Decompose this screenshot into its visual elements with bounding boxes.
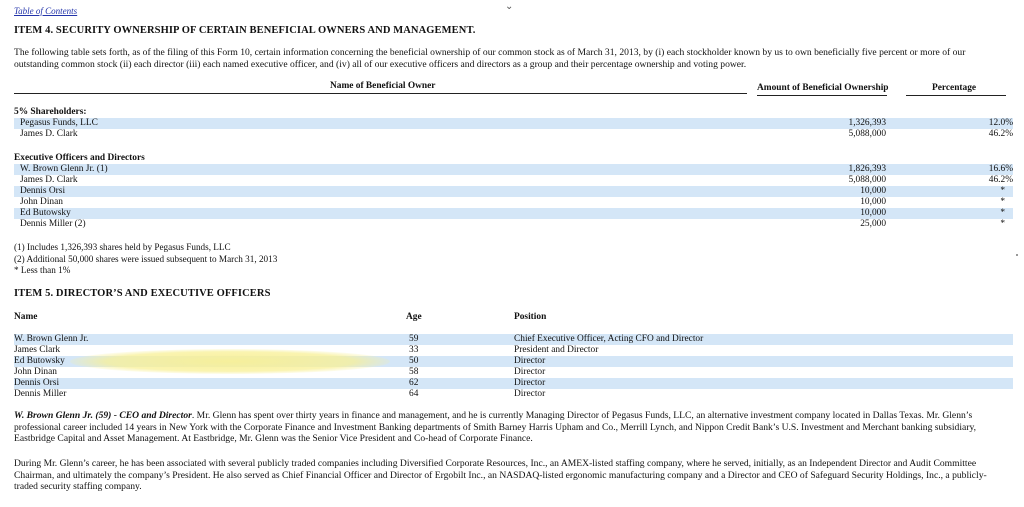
table-row <box>14 118 1013 129</box>
director-name: Dennis Orsi <box>14 378 60 388</box>
bio-glenn-text: . Mr. Glenn has spent over thirty years in finance and management, and he is currently Managing Director of Pegasus Funds, LLC, an alternative investment company located in Dallas Texas. Mr. Glenn’s professional career included 14 years in New York with the Corporate Finance and Investment Banking departments of Smith Barney Harris Upham and Co., Merrill Lynch, and Nippon Credit Bank’s U.S. Investment and Merchant banking subsidiary, Eastbridge Capital and Asset Management. At Eastbridge, Mr. Glenn was the Senior Vice President and Co-head of Corporate Finance. <box>14 410 977 444</box>
owner-percentage: 46.2% <box>988 175 1013 185</box>
table-of-contents-link[interactable]: Table of Contents <box>14 6 78 16</box>
table-row <box>14 175 1013 186</box>
header-ownership-amount: Amount of Beneficial Ownership <box>757 83 889 93</box>
table-row <box>14 334 1013 345</box>
director-name: Ed Butowsky <box>14 356 65 366</box>
table-row <box>14 164 1013 175</box>
director-age: 64 <box>409 389 419 399</box>
item5-title: ITEM 5. DIRECTOR’S AND EXECUTIVE OFFICERS <box>14 288 271 299</box>
director-position: Director <box>514 356 546 366</box>
table-row <box>14 378 1013 389</box>
owner-percentage: * <box>1000 197 1005 207</box>
owner-name: Pegasus Funds, LLC <box>20 118 98 128</box>
bio-glenn-lead: W. Brown Glenn Jr. (59) - CEO and Director <box>14 410 192 421</box>
table-row <box>14 186 1013 197</box>
director-age: 50 <box>409 356 419 366</box>
owner-amount: 1,826,393 <box>848 164 886 174</box>
owner-amount: 10,000 <box>860 208 886 218</box>
group-five-percent-label: 5% Shareholders: <box>14 107 87 117</box>
table-row <box>14 129 1013 140</box>
header-name: Name <box>14 312 38 322</box>
owner-name: John Dinan <box>20 197 63 207</box>
footnote-2: (2) Additional 50,000 shares were issued subsequent to March 31, 2013 <box>14 254 278 264</box>
director-age: 33 <box>409 345 419 355</box>
owner-amount: 10,000 <box>860 197 886 207</box>
owner-percentage: * <box>1000 186 1005 196</box>
margin-dot <box>1016 254 1018 256</box>
item4-title: ITEM 4. SECURITY OWNERSHIP OF CERTAIN BENEFICIAL OWNERS AND MANAGEMENT. <box>14 25 476 36</box>
owner-name: Ed Butowsky <box>20 208 71 218</box>
owner-percentage: * <box>1000 208 1005 218</box>
header-owner-name: Name of Beneficial Owner <box>330 81 436 91</box>
table-row <box>14 219 1013 230</box>
director-name: James Clark <box>14 345 61 355</box>
header-position: Position <box>514 312 547 322</box>
director-position: Chief Executive Officer, Acting CFO and Director <box>514 334 704 344</box>
owner-percentage: 12.0% <box>988 118 1013 128</box>
director-age: 62 <box>409 378 419 388</box>
owner-name: Dennis Miller (2) <box>20 219 86 229</box>
highlighter-mark <box>70 349 390 374</box>
director-age: 59 <box>409 334 419 344</box>
bio-glenn <box>14 410 1010 445</box>
owner-amount: 10,000 <box>860 186 886 196</box>
director-position: Director <box>514 378 546 388</box>
director-name: Dennis Miller <box>14 389 67 399</box>
owner-percentage: 16.6% <box>988 164 1013 174</box>
chevron-down-icon[interactable]: ⌄ <box>505 1 514 12</box>
owner-name: Dennis Orsi <box>20 186 66 196</box>
owner-amount: 5,088,000 <box>848 129 886 139</box>
item4-intro: The following table sets forth, as of the filing of this Form 10, certain information concerning the beneficial ownership of our common stock as of March 31, 2013, by (i) each stockholder known by us to own beneficially five percent or more of our outstanding common stock (ii) each director (iii) each named executive officer, and (iv) all of our executive officers and directors as a group and their percentage ownership and voting power. <box>14 47 966 70</box>
owner-amount: 5,088,000 <box>848 175 886 185</box>
owner-name: W. Brown Glenn Jr. (1) <box>20 164 108 174</box>
owner-name: James D. Clark <box>20 175 78 185</box>
owner-amount: 25,000 <box>860 219 886 229</box>
bio-glenn-career: During Mr. Glenn’s career, he has been associated with several publicly traded companies including Diversified Corporate Resources, Inc., an AMEX-listed staffing company, where he served, initially, as an Independent Director and Audit Committee Chairman, and ultimately the company’s President. He also served as Chief Financial Officer and Director of Ergobilt Inc., an NASDAQ-listed ergonomic manufacturing company and a Director and CEO of Safeguard Security Holdings, Inc., a publicly-traded security staffing company. <box>14 458 987 492</box>
footnote-3: * Less than 1% <box>14 265 71 275</box>
director-position: Director <box>514 389 546 399</box>
director-age: 58 <box>409 367 419 377</box>
owner-percentage: * <box>1000 219 1005 229</box>
header-age: Age <box>406 312 422 322</box>
table-row <box>14 389 1013 400</box>
footnote-1: (1) Includes 1,326,393 shares held by Pegasus Funds, LLC <box>14 242 231 252</box>
table-row <box>14 208 1013 219</box>
header-percentage: Percentage <box>932 83 977 93</box>
group-officers-label: Executive Officers and Directors <box>14 153 145 163</box>
director-name: John Dinan <box>14 367 57 377</box>
director-position: President and Director <box>514 345 599 355</box>
owner-amount: 1,326,393 <box>848 118 886 128</box>
director-name: W. Brown Glenn Jr. <box>14 334 89 344</box>
table-row <box>14 197 1013 208</box>
owner-percentage: 46.2% <box>988 129 1013 139</box>
director-position: Director <box>514 367 546 377</box>
owner-name: James D. Clark <box>20 129 78 139</box>
